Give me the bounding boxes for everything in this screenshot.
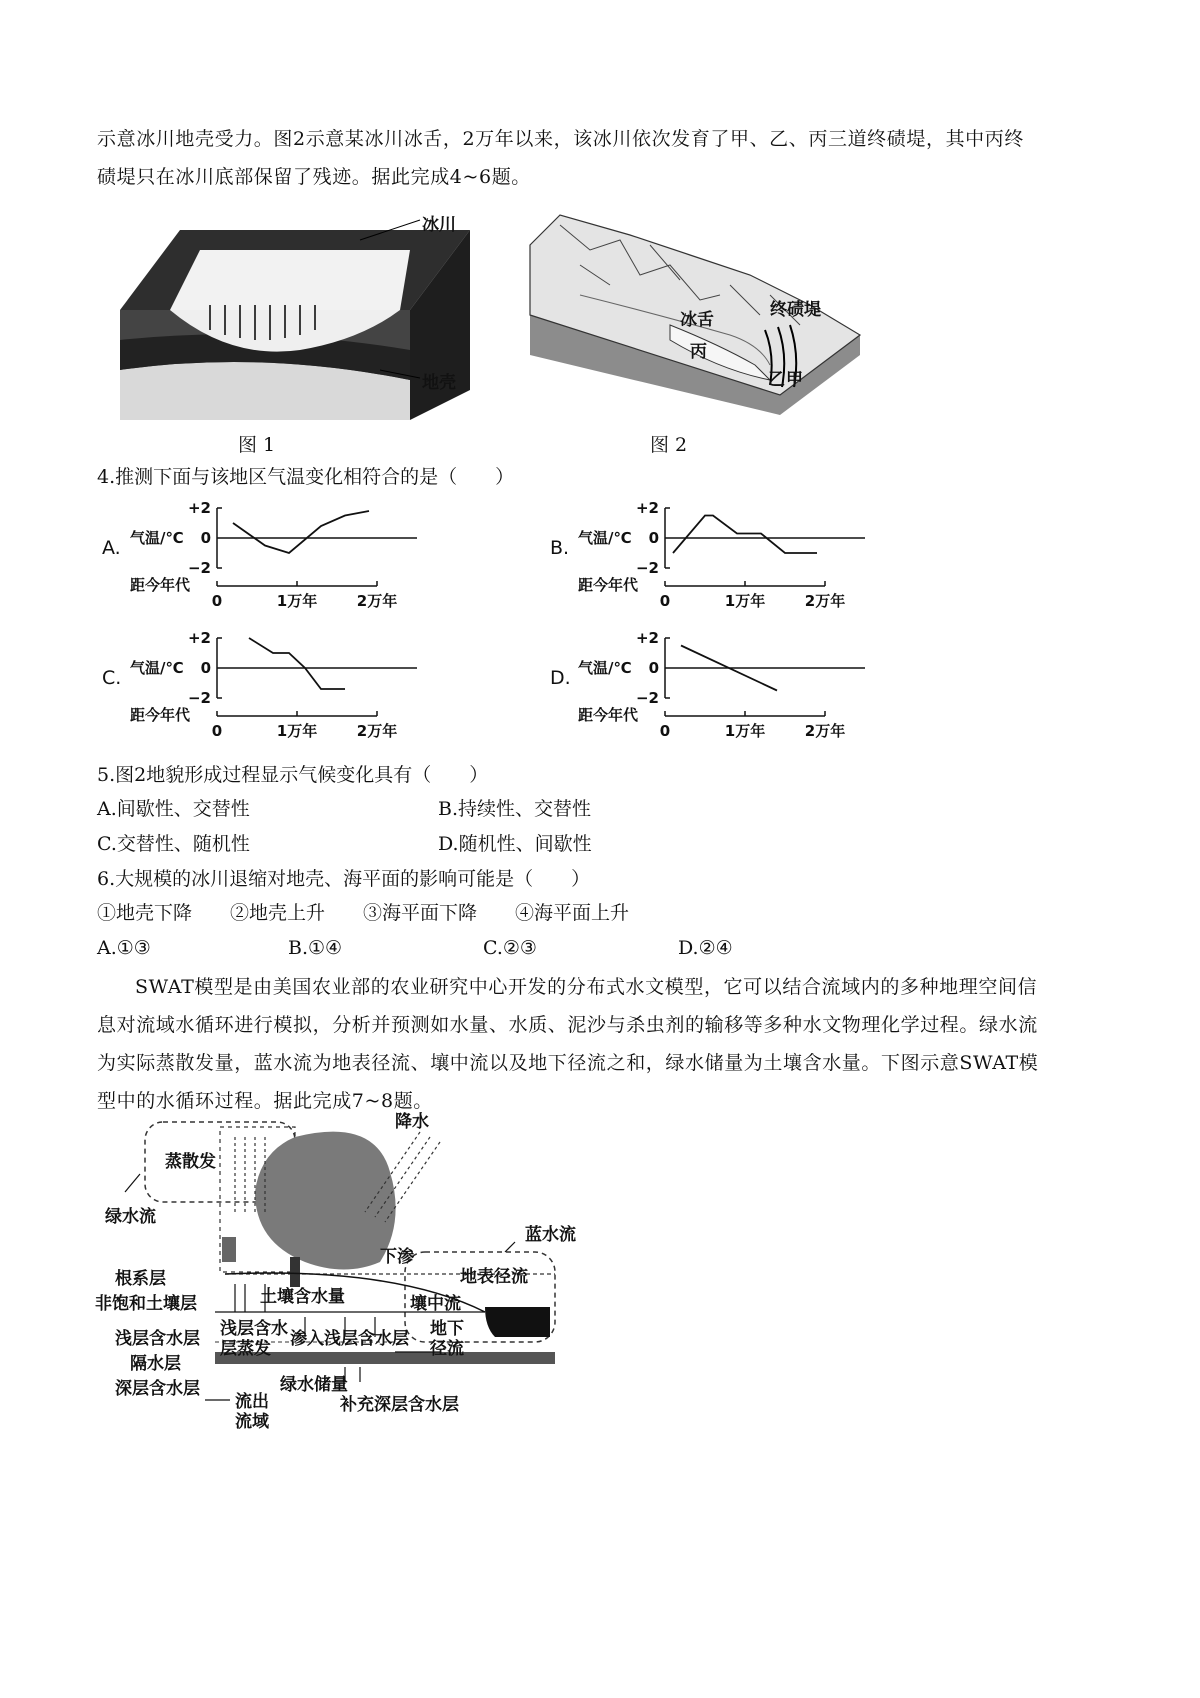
groundwater-label-1: 地下 bbox=[430, 1319, 464, 1339]
jia-label: 甲 bbox=[786, 370, 803, 390]
ytick-label: 0 bbox=[200, 529, 211, 547]
figure-1-glacier-crust bbox=[110, 210, 490, 450]
figure-2-glacier-tongue bbox=[520, 205, 880, 420]
ytick-label: +2 bbox=[635, 499, 659, 517]
ytick-label: −2 bbox=[187, 559, 211, 577]
infiltration-label: 下渗 bbox=[380, 1247, 414, 1267]
glacier-label: 冰川 bbox=[422, 215, 456, 235]
q5-option-c[interactable]: C.交替性、随机性 bbox=[97, 833, 250, 855]
precip-label: 降水 bbox=[395, 1112, 429, 1132]
xtick-label: 1万年 bbox=[724, 592, 766, 610]
option-label[interactable]: B. bbox=[550, 537, 570, 559]
question-5-stem: 5.图2地貌形成过程显示气候变化具有（ ） bbox=[97, 764, 489, 786]
xlabel-label: 距今年代 bbox=[578, 706, 639, 724]
xlabel-label: 距今年代 bbox=[130, 706, 191, 724]
question-6-stem: 6.大规模的冰川退缩对地壳、海平面的影响可能是（ ） bbox=[97, 868, 591, 890]
figure-1-caption: 图 1 bbox=[238, 434, 276, 456]
temperature-chart-b bbox=[548, 492, 868, 612]
aquitard-label: 隔水层 bbox=[130, 1354, 181, 1374]
ylabel-label: 气温/℃ bbox=[578, 529, 632, 547]
xtick-label: 2万年 bbox=[804, 722, 846, 740]
intro-paragraph-1 bbox=[97, 120, 1107, 196]
xtick-label: 2万年 bbox=[356, 722, 398, 740]
xtick-label: 0 bbox=[659, 722, 671, 740]
xtick-label: 0 bbox=[211, 722, 223, 740]
ytick-label: +2 bbox=[187, 629, 211, 647]
option-label[interactable]: C. bbox=[102, 667, 122, 689]
recharge-label: 补充深层含水层 bbox=[340, 1395, 459, 1415]
intro-line: 示意冰川地壳受力。图2示意某冰川冰舌，2万年以来，该冰川依次发育了甲、乙、丙三道终碛堤，其中丙终 bbox=[97, 128, 1024, 150]
ytick-label: 0 bbox=[200, 659, 211, 677]
q6-option-c[interactable]: C.②③ bbox=[483, 937, 537, 959]
xtick-label: 1万年 bbox=[276, 592, 318, 610]
figure-2-caption: 图 2 bbox=[650, 434, 688, 456]
bing-label: 丙 bbox=[690, 342, 707, 362]
intro-line: SWAT模型是由美国农业部的农业研究中心开发的分布式水文模型，它可以结合流域内的多种地理空间信 bbox=[135, 976, 1038, 998]
option-label[interactable]: D. bbox=[550, 667, 571, 689]
seep-label: 渗入浅层含水层 bbox=[290, 1329, 409, 1349]
crust-label: 地壳 bbox=[422, 373, 456, 393]
intro-line: 型中的水循环过程。据此完成7~8题。 bbox=[97, 1090, 433, 1112]
q6-option-a[interactable]: A.①③ bbox=[97, 937, 151, 959]
ylabel-label: 气温/℃ bbox=[578, 659, 632, 677]
q6-option-d[interactable]: D.②④ bbox=[678, 937, 733, 959]
unsat-layer-label: 非饱和土壤层 bbox=[95, 1294, 197, 1314]
evap-label: 蒸散发 bbox=[165, 1152, 216, 1172]
series-line bbox=[673, 516, 817, 554]
question-4-stem: 4.推测下面与该地区气温变化相符合的是（ ） bbox=[97, 466, 515, 488]
root-layer-label: 根系层 bbox=[115, 1269, 166, 1289]
outflow-label-1: 流出 bbox=[235, 1392, 269, 1412]
intro-line: 息对流域水循环进行模拟，分析并预测如水量、水质、泥沙与杀虫剂的输移等多种水文物理化学过程。绿水流 bbox=[97, 1014, 1038, 1036]
xtick-label: 0 bbox=[659, 592, 671, 610]
series-line bbox=[233, 511, 369, 553]
groundwater-label-2: 径流 bbox=[430, 1339, 464, 1359]
ytick-label: −2 bbox=[187, 689, 211, 707]
xtick-label: 2万年 bbox=[356, 592, 398, 610]
shallow-evap-label-1: 浅层含水 bbox=[220, 1319, 288, 1339]
outflow-label-2: 流域 bbox=[235, 1412, 269, 1432]
q5-option-d[interactable]: D.随机性、间歇性 bbox=[438, 833, 592, 855]
question-6-choices: ①地壳下降 ②地壳上升 ③海平面下降 ④海平面上升 bbox=[97, 902, 630, 924]
intro-line: 为实际蒸散发量，蓝水流为地表径流、壤中流以及地下径流之和，绿水储量为土壤含水量。下图示意SWAT模 bbox=[97, 1052, 1039, 1074]
green-storage-label: 绿水储量 bbox=[280, 1375, 348, 1395]
moraine-label: 终碛堤 bbox=[770, 300, 821, 320]
yi-label: 乙 bbox=[768, 370, 785, 390]
ytick-label: +2 bbox=[187, 499, 211, 517]
tongue-label: 冰舌 bbox=[680, 310, 714, 330]
option-label[interactable]: A. bbox=[102, 537, 121, 559]
xtick-label: 1万年 bbox=[276, 722, 318, 740]
xlabel-label: 距今年代 bbox=[578, 576, 639, 594]
temperature-chart-c bbox=[100, 622, 420, 742]
shallow-aquifer-label: 浅层含水层 bbox=[115, 1329, 200, 1349]
q5-option-a[interactable]: A.间歇性、交替性 bbox=[97, 798, 250, 820]
ylabel-label: 气温/℃ bbox=[130, 529, 184, 547]
interflow-label: 壤中流 bbox=[410, 1294, 461, 1314]
xtick-label: 0 bbox=[211, 592, 223, 610]
figure-swat-water-cycle bbox=[95, 1112, 615, 1442]
ytick-label: 0 bbox=[648, 659, 659, 677]
xlabel-label: 距今年代 bbox=[130, 576, 191, 594]
xtick-label: 1万年 bbox=[724, 722, 766, 740]
xtick-label: 2万年 bbox=[804, 592, 846, 610]
ylabel-label: 气温/℃ bbox=[130, 659, 184, 677]
ytick-label: +2 bbox=[635, 629, 659, 647]
intro-line: 碛堤只在冰川底部保留了残迹。据此完成4~6题。 bbox=[97, 166, 531, 188]
ytick-label: 0 bbox=[648, 529, 659, 547]
intro-paragraph-2 bbox=[97, 968, 1107, 1120]
q6-option-b[interactable]: B.①④ bbox=[288, 937, 343, 959]
shallow-evap-label-2: 层蒸发 bbox=[220, 1339, 271, 1359]
deep-aquifer-label: 深层含水层 bbox=[115, 1379, 200, 1399]
ytick-label: −2 bbox=[635, 689, 659, 707]
soil-water-label: 土壤含水量 bbox=[260, 1287, 345, 1307]
blue-flow-label: 蓝水流 bbox=[525, 1225, 576, 1245]
ytick-label: −2 bbox=[635, 559, 659, 577]
surface-runoff-label: 地表径流 bbox=[460, 1267, 528, 1287]
temperature-chart-a bbox=[100, 492, 420, 612]
temperature-chart-d bbox=[548, 622, 868, 742]
green-flow-label: 绿水流 bbox=[105, 1207, 156, 1227]
q5-option-b[interactable]: B.持续性、交替性 bbox=[438, 798, 592, 820]
series-line bbox=[249, 638, 345, 689]
